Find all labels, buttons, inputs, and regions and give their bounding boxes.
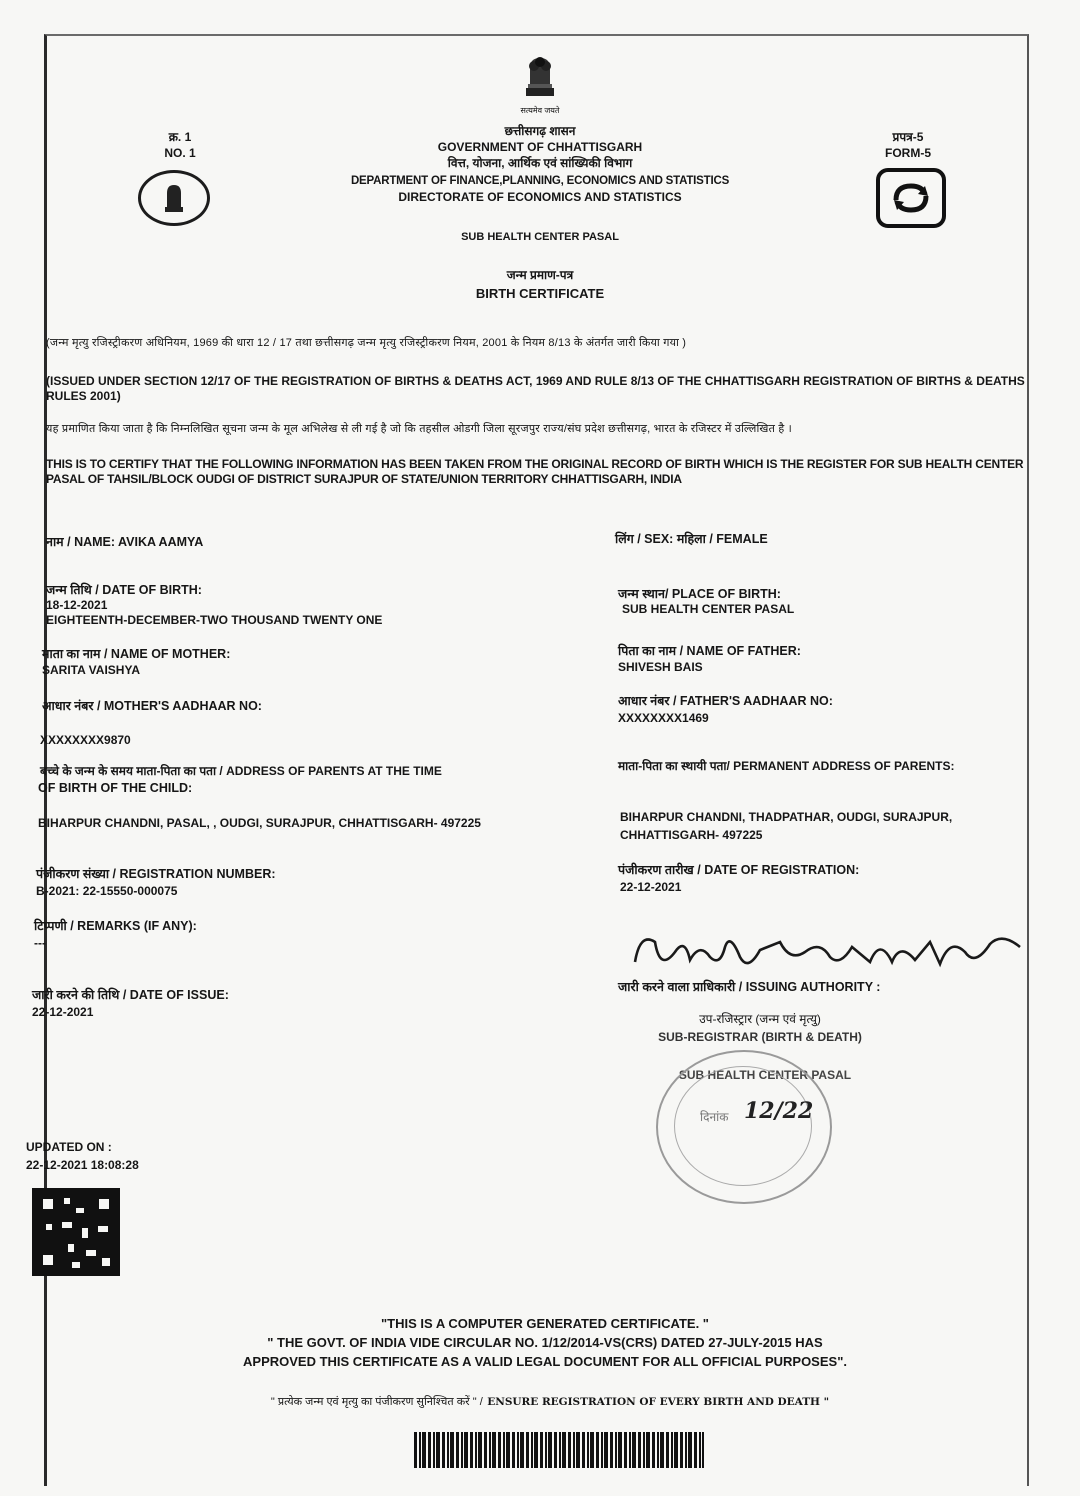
place-of-birth-value: SUB HEALTH CENTER PASAL [622, 602, 795, 616]
mother-aadhaar-value: XXXXXXXX9870 [40, 733, 131, 747]
registration-number-label: पंजीकरण संख्या / REGISTRATION NUMBER: [36, 867, 276, 881]
place-of-birth-label: जन्म स्थान/ PLACE OF BIRTH: [618, 587, 781, 601]
dept-hindi: वित्त, योजना, आर्थिक एवं सांख्यिकी विभाग [447, 156, 633, 170]
dob-words: EIGHTEENTH-DECEMBER-TWO THOUSAND TWENTY ONE [46, 613, 383, 627]
father-name-value: SHIVESH BAIS [618, 660, 703, 674]
footer-valid-legal: APPROVED THIS CERTIFICATE AS A VALID LEGAL DOCUMENT FOR ALL OFFICIAL PURPOSES". [243, 1354, 847, 1369]
mother-name-value: SARITA VAISHYA [42, 663, 141, 677]
permanent-address-value-2: CHHATTISGARH- 497225 [620, 828, 763, 842]
sub-registrar-hindi: उप-रजिस्ट्रार (जन्म एवं मृत्यु) [699, 1012, 821, 1026]
govt-seal-icon [138, 170, 210, 226]
footer-ensure-english: ENSURE REGISTRATION OF EVERY BIRTH AND DEATH " [487, 1396, 830, 1408]
dept-english: DEPARTMENT OF FINANCE,PLANNING, ECONOMICS AND STATISTICS [350, 175, 730, 187]
crs-logo-icon [876, 168, 946, 228]
dob-value: 18-12-2021 [46, 598, 108, 612]
registration-date-value: 22-12-2021 [620, 880, 682, 894]
emblem-motto: सत्यमेव जयते [520, 106, 560, 115]
father-aadhaar-value: XXXXXXXX1469 [618, 711, 709, 725]
title-hindi: जन्म प्रमाण-पत्र [506, 268, 574, 282]
date-of-issue-value: 22-12-2021 [32, 1005, 94, 1019]
child-name: नाम / NAME: AVIKA AAMYA [46, 535, 204, 549]
barcode-icon [414, 1432, 704, 1468]
remarks-label: टिप्पणी / REMARKS (IF ANY): [34, 919, 197, 933]
mother-name-label: माता का नाम / NAME OF MOTHER: [42, 647, 231, 661]
form-english: FORM-5 [885, 146, 931, 160]
updated-on-label: UPDATED ON : [26, 1140, 112, 1154]
govt-hindi: छत्तीसगढ़ शासन [504, 124, 576, 138]
father-name-label: पिता का नाम / NAME OF FATHER: [618, 644, 801, 658]
sub-registrar-english: SUB-REGISTRAR (BIRTH & DEATH) [658, 1030, 862, 1044]
issued-under-hindi: (जन्म मृत्यु रजिस्ट्रीकरण अधिनियम, 1969 की धारा 12 / 17 तथा छत्तीसगढ़ जन्म मृत्यु रजिस्ट्रीकरण नियम, 2001 के नियम 8/13 के अंतर्गत जारी किया गया ) [46, 337, 687, 349]
footer-ensure-hindi: " प्रत्येक जन्म एवं मृत्यु का पंजीकरण सुनिश्चित करें " / [270, 1396, 483, 1408]
govt-english: GOVERNMENT OF CHHATTISGARH [437, 140, 643, 154]
stamp-date-label: दिनांक [700, 1110, 729, 1124]
mother-aadhaar-label: आधार नंबर / MOTHER'S AADHAAR NO: [42, 699, 262, 713]
permanent-address-label: माता-पिता का स्थायी पता/ PERMANENT ADDRESS OF PARENTS: [618, 759, 955, 773]
form-hindi: प्रपत्र-5 [892, 130, 924, 144]
issued-under-english: (ISSUED UNDER SECTION 12/17 OF THE REGISTRATION OF BIRTHS & DEATHS ACT, 1969 AND RULE 8/13 OF THE CHHATTISGARH REGISTRATION OF BIRTHS & DEATHS RULES 2001) [46, 374, 1025, 403]
birth-address-label-2: OF BIRTH OF THE CHILD: [38, 781, 193, 795]
stamp-center-name: SUB HEALTH CENTER PASAL [678, 1068, 852, 1082]
registration-date-label: पंजीकरण तारीख / DATE OF REGISTRATION: [618, 863, 860, 877]
issuing-authority-label: जारी करने वाला प्राधिकारी / ISSUING AUTHORITY : [618, 980, 881, 994]
certify-hindi: यह प्रमाणित किया जाता है कि निम्नलिखित सूचना जन्म के मूल अभिलेख से ली गई है जो कि तहसील ओडगी जिला सूरजपुर राज्य/संघ प्रदेश छत्तीसगढ़, भारत के रजिस्टर में उल्लिखित है । [46, 423, 792, 435]
qr-code-icon [32, 1188, 120, 1276]
directorate: DIRECTORATE OF ECONOMICS AND STATISTICS [398, 190, 682, 204]
updated-on-value: 22-12-2021 18:08:28 [26, 1158, 139, 1172]
permanent-address-value: BIHARPUR CHANDNI, THADPATHAR, OUDGI, SURAJPUR, [620, 810, 953, 824]
dob-label: जन्म तिथि / DATE OF BIRTH: [46, 583, 202, 597]
birth-address-label: बच्चे के जन्म के समय माता-पिता का पता / ADDRESS OF PARENTS AT THE TIME [40, 764, 442, 778]
center-name: SUB HEALTH CENTER PASAL [461, 231, 619, 243]
stamp-date: 12/22 [744, 1098, 814, 1124]
national-emblem [505, 52, 575, 116]
date-of-issue-label: जारी करने की तिथि / DATE OF ISSUE: [32, 988, 229, 1002]
footer-govt-circular: " THE GOVT. OF INDIA VIDE CIRCULAR NO. 1/12/2014-VS(CRS) DATED 27-JULY-2015 HAS [267, 1335, 823, 1350]
sex: लिंग / SEX: महिला / FEMALE [615, 532, 768, 546]
official-round-stamp [656, 1050, 832, 1204]
certify-english: THIS IS TO CERTIFY THAT THE FOLLOWING INFORMATION HAS BEEN TAKEN FROM THE ORIGINAL RECORD OF BIRTH WHICH IS THE REGISTER FOR SUB HEALTH CENTER PASAL OF TAHSIL/BLOCK OUDGI OF DISTRICT SURAJPUR OF STATE/UNION TERRITORY CHHATTISGARH, INDIA [46, 457, 1024, 486]
no-english: NO. 1 [164, 146, 196, 160]
ashoka-emblem-icon [518, 52, 562, 100]
remarks-value: --- [34, 936, 46, 950]
father-aadhaar-label: आधार नंबर / FATHER'S AADHAAR NO: [618, 694, 833, 708]
certificate-title: BIRTH CERTIFICATE [475, 286, 605, 301]
birth-address-value: BIHARPUR CHANDNI, PASAL, , OUDGI, SURAJPUR, CHHATTISGARH- 497225 [38, 816, 481, 830]
no-hindi: क्र. 1 [168, 130, 192, 144]
footer-ensure-registration [170, 1392, 930, 1410]
registration-number-value: B-2021: 22-15550-000075 [36, 884, 178, 898]
footer-computer-generated: "THIS IS A COMPUTER GENERATED CERTIFICATE. " [381, 1316, 709, 1331]
